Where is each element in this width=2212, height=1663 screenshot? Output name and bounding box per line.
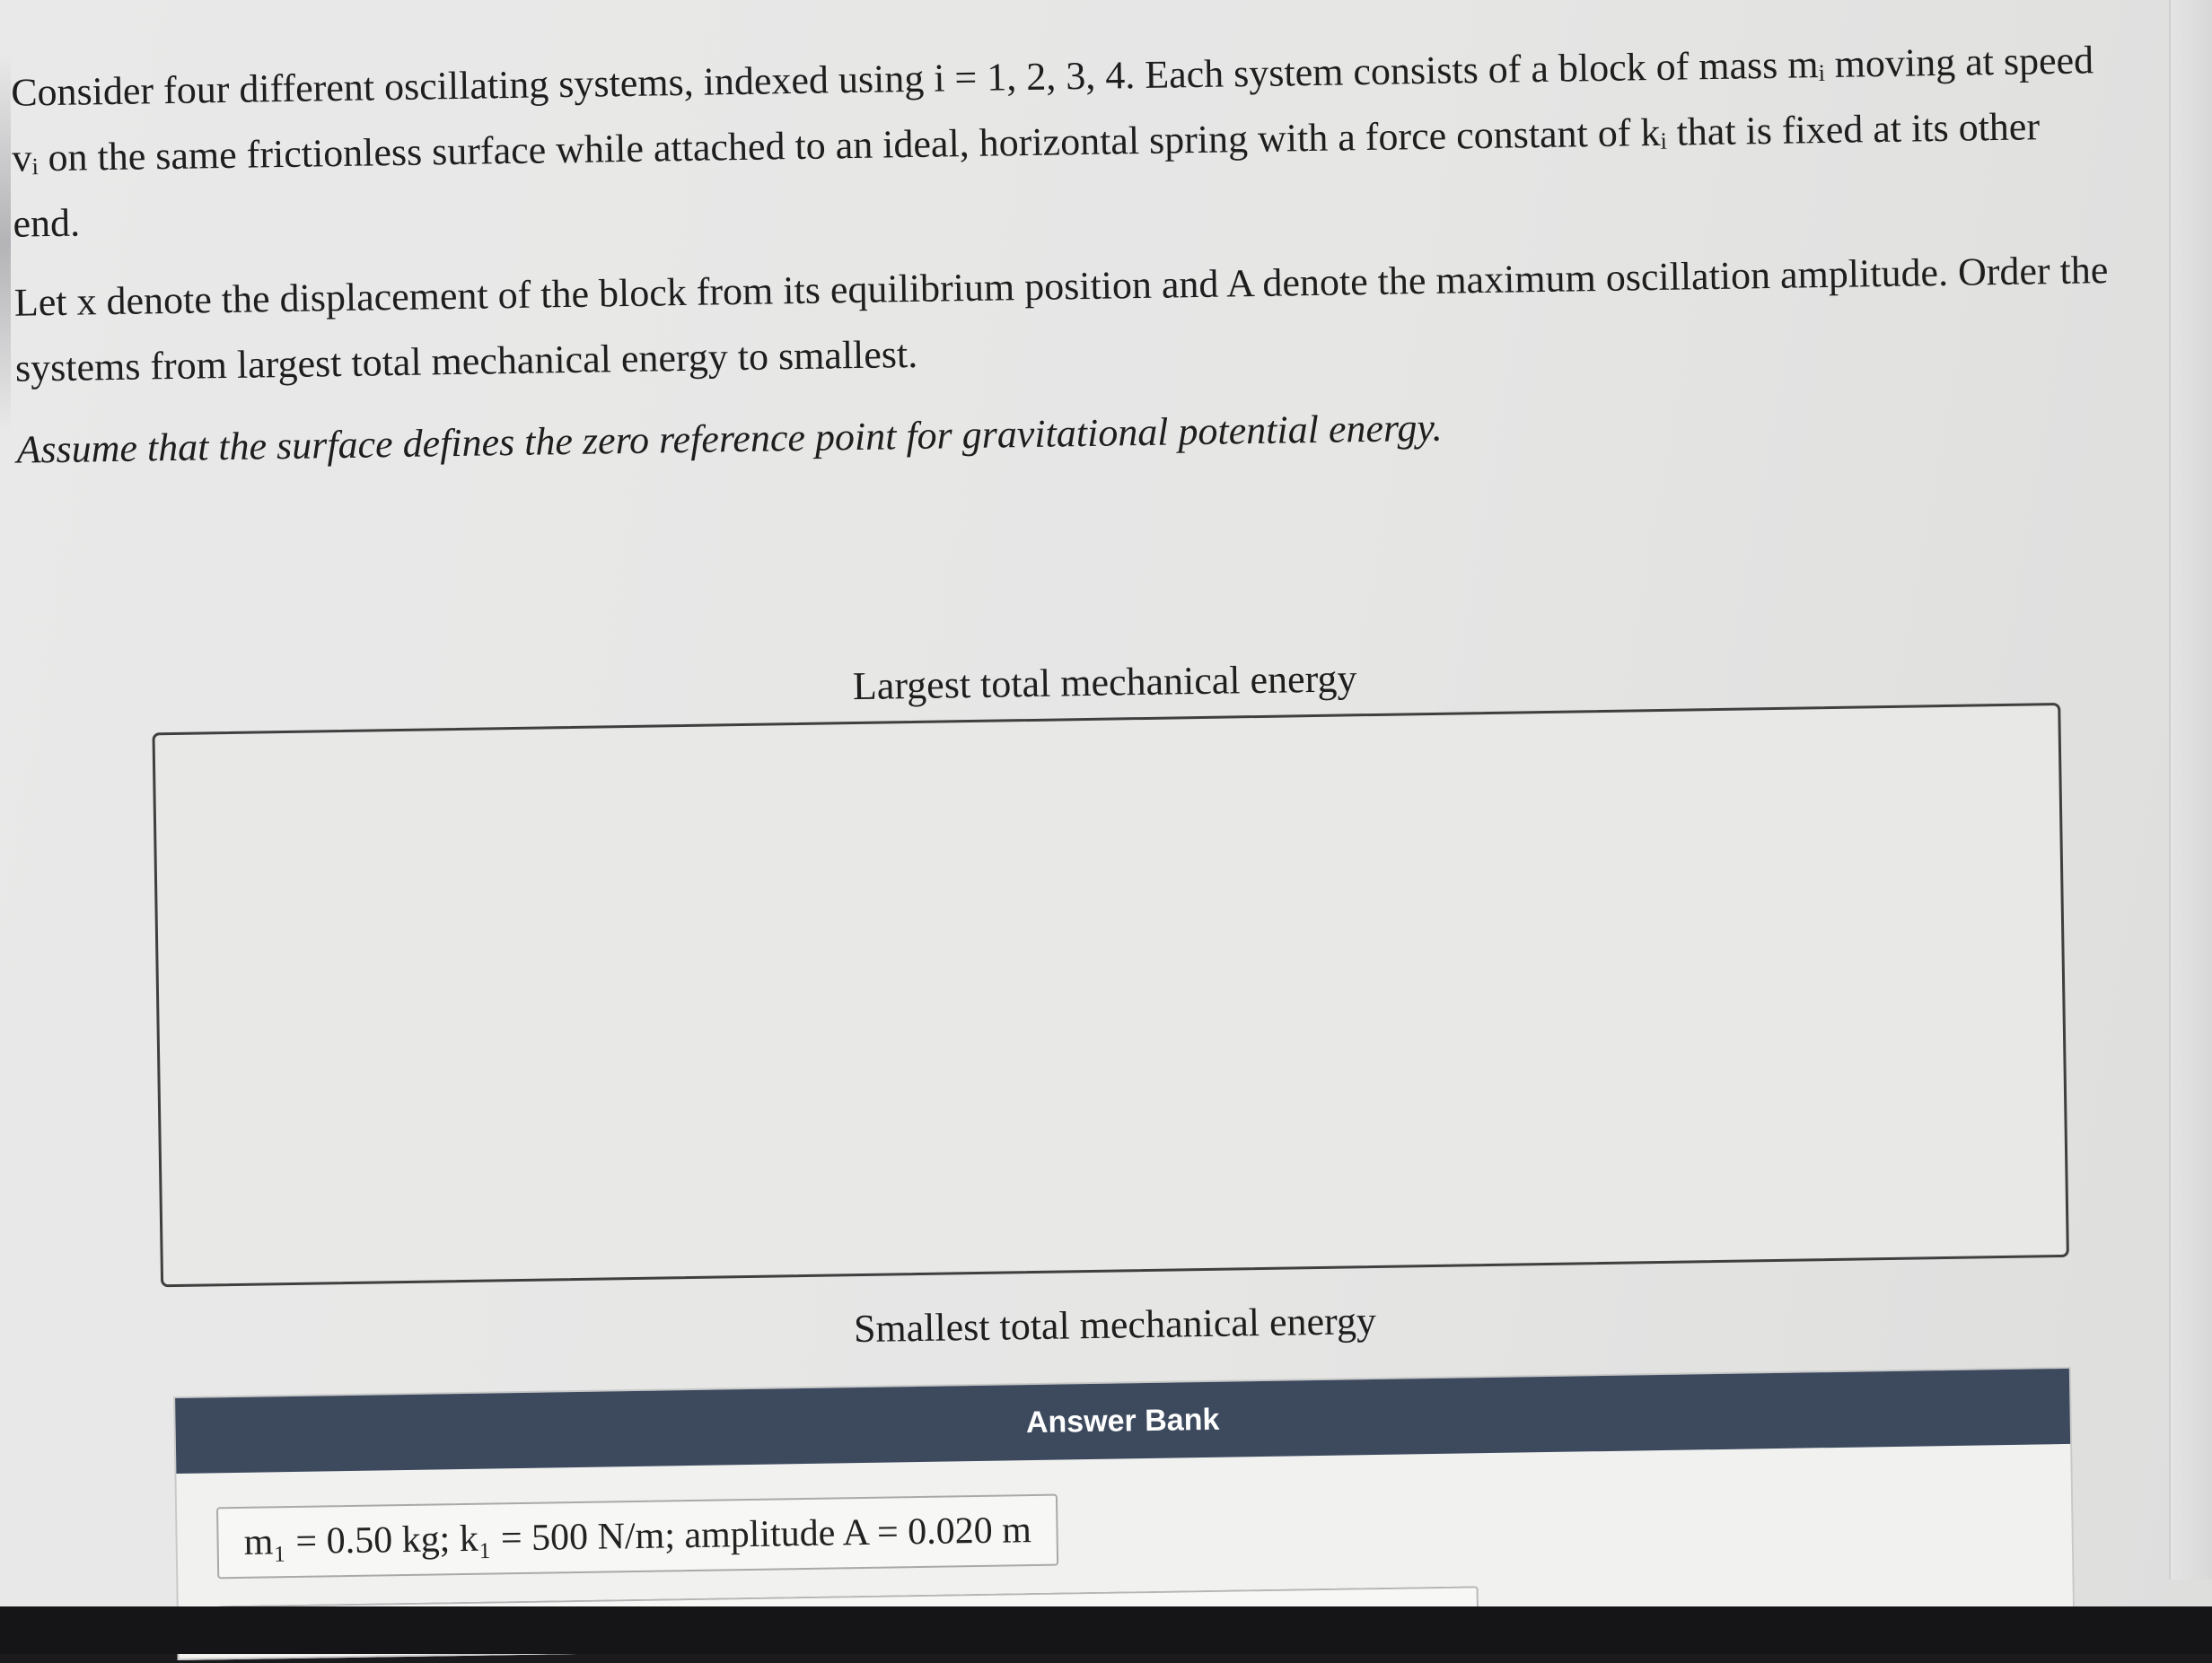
question-paragraph-3: Assume that the surface defines the zero reference point for gravitational potential energy. xyxy=(16,405,1443,472)
page-edge xyxy=(2169,0,2212,1580)
ranking-bottom-label: Smallest total mechanical energy xyxy=(853,1299,1377,1352)
ranking-top-label: Largest total mechanical energy xyxy=(852,656,1357,709)
answer-bank-item-label: m₁ = 0.50 kg; k₁ = 500 N/m; amplitude A = 0.020 m xyxy=(243,1510,1032,1563)
question-paragraph-2: Let x denote the displacement of the block from its equilibrium position and A denote the maximum oscillation amplitude. Order the systems from largest total mechanical energy to smallest. xyxy=(13,248,2109,390)
screen-bezel xyxy=(0,1606,2212,1654)
question-paragraph-1: Consider four different oscillating systems, indexed using i = 1, 2, 3, 4. Each system consists of a block of mass mᵢ moving at speed vᵢ on the same frictionless surface while attached to an ideal, horizontal spring with a force constant of kᵢ that is fixed at its other end. xyxy=(10,38,2094,246)
ranking-drop-zone[interactable] xyxy=(152,703,2068,1287)
answer-bank-title: Answer Bank xyxy=(175,1369,2070,1474)
answer-bank-item[interactable] xyxy=(216,1494,1059,1580)
